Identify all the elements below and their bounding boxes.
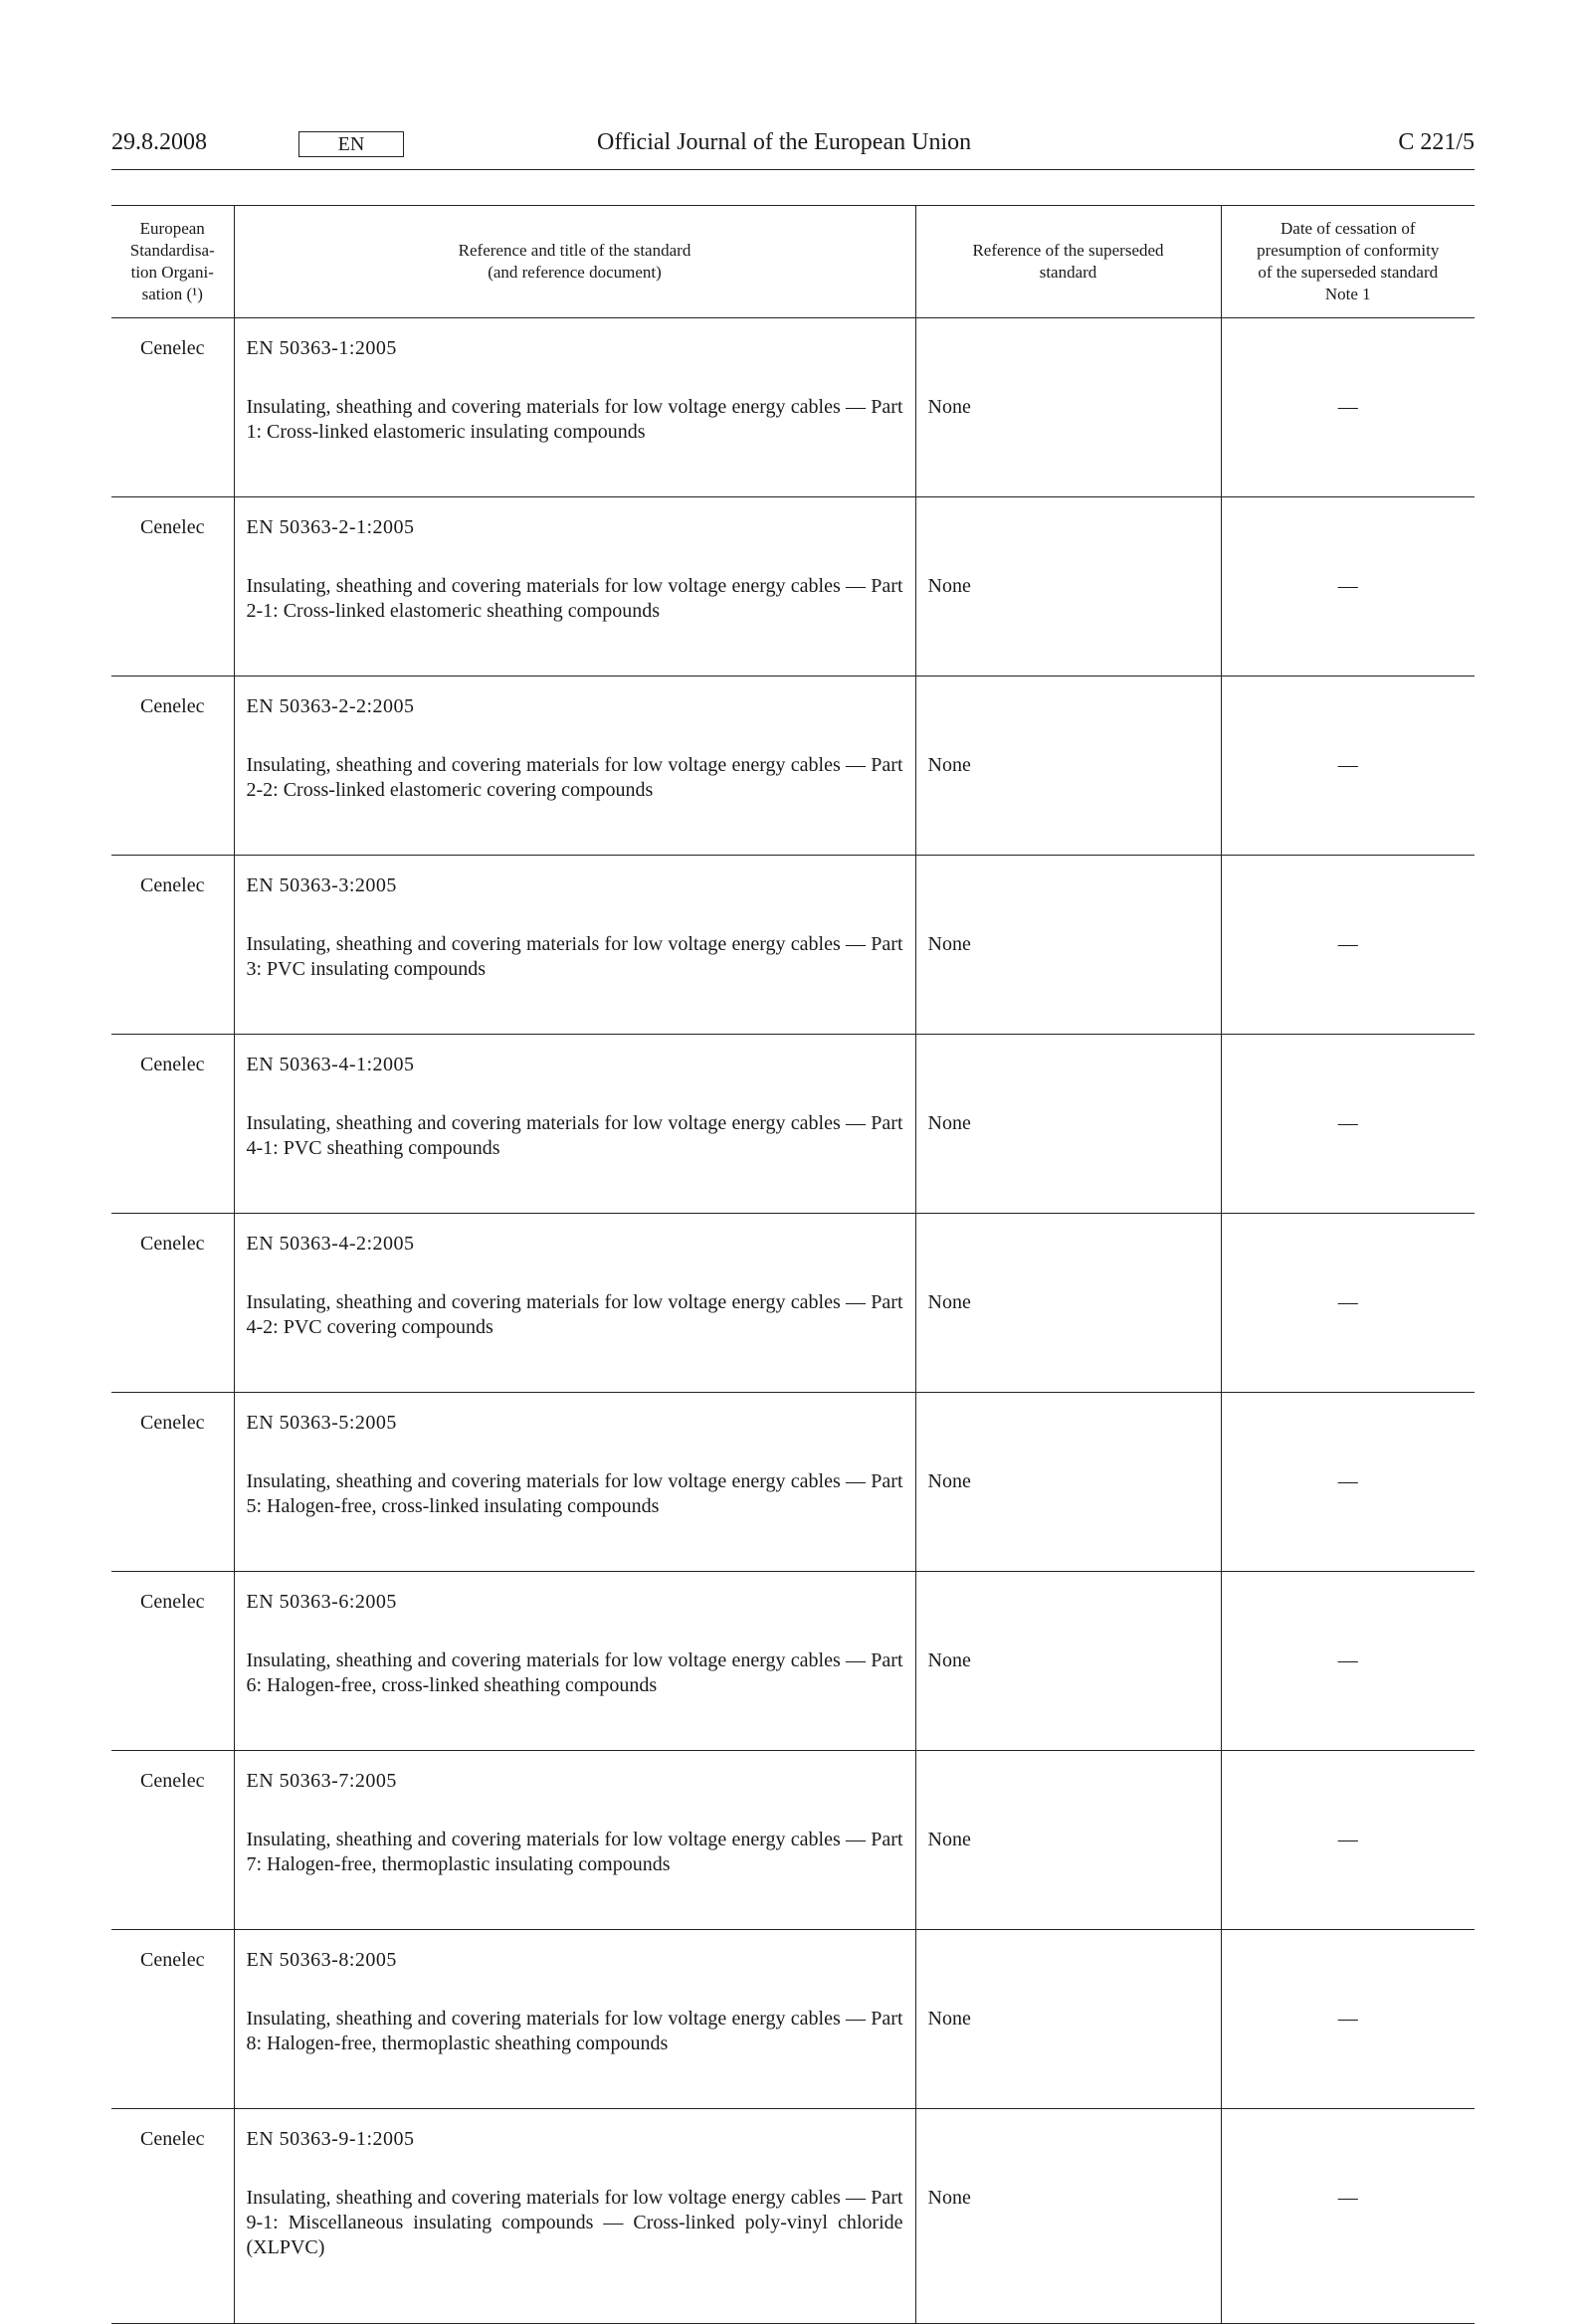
standard-reference: EN 50363-8:2005	[246, 1949, 397, 1971]
reference-cell	[234, 677, 915, 856]
standard-title: Insulating, sheathing and covering materials for low voltage energy cables — Part 8: Halogen-free, thermoplastic sheathing compounds	[246, 2008, 903, 2054]
reference-cell	[234, 1930, 915, 2109]
cessation-value: —	[1337, 1470, 1358, 1492]
standard-title: Insulating, sheathing and covering materials for low voltage energy cables — Part 2-2: Cross-linked elastomeric covering compounds	[246, 754, 903, 801]
standard-reference: EN 50363-3:2005	[246, 874, 397, 896]
cessation-cell	[1221, 677, 1475, 856]
organisation-cell: Cenelec	[111, 856, 234, 1035]
superseded-value: None	[927, 2008, 971, 2030]
superseded-cell	[915, 677, 1221, 856]
standard-title: Insulating, sheathing and covering materials for low voltage energy cables — Part 9-1: Miscellaneous insulating compounds — Cross-linked poly-vinyl chloride (XLPVC)	[246, 2187, 903, 2258]
superseded-cell	[915, 856, 1221, 1035]
standard-title: Insulating, sheathing and covering materials for low voltage energy cables — Part 3: PVC insulating compounds	[246, 933, 903, 980]
column-header-organisation: European Standardisa- tion Organi- sation (¹)	[111, 206, 234, 318]
cessation-cell	[1221, 2109, 1475, 2324]
cessation-cell	[1221, 318, 1475, 497]
standard-reference: EN 50363-2-2:2005	[246, 695, 415, 717]
superseded-value: None	[927, 933, 971, 955]
table-row	[111, 318, 1475, 497]
reference-cell	[234, 2109, 915, 2324]
standards-table	[111, 205, 1475, 2324]
superseded-value: None	[927, 1112, 971, 1134]
reference-cell	[234, 318, 915, 497]
standard-reference: EN 50363-1:2005	[246, 337, 397, 359]
table-row	[111, 1393, 1475, 1572]
reference-cell	[234, 1572, 915, 1751]
table-row	[111, 1930, 1475, 2109]
standard-reference: EN 50363-5:2005	[246, 1412, 397, 1434]
standard-title: Insulating, sheathing and covering materials for low voltage energy cables — Part 7: Halogen-free, thermoplastic insulating compounds	[246, 1829, 903, 1875]
cessation-cell	[1221, 1751, 1475, 1930]
standard-title: Insulating, sheathing and covering materials for low voltage energy cables — Part 4-1: PVC sheathing compounds	[246, 1112, 903, 1159]
superseded-value: None	[927, 754, 971, 776]
table-row	[111, 677, 1475, 856]
organisation-cell: Cenelec	[111, 1930, 234, 2109]
table-row	[111, 2109, 1475, 2324]
standard-reference: EN 50363-2-1:2005	[246, 516, 415, 538]
cessation-value: —	[1337, 575, 1358, 597]
superseded-cell	[915, 1751, 1221, 1930]
superseded-cell	[915, 1393, 1221, 1572]
table-header-row	[111, 206, 1475, 318]
organisation-cell: Cenelec	[111, 1035, 234, 1214]
superseded-cell	[915, 1214, 1221, 1393]
reference-cell	[234, 1035, 915, 1214]
organisation-cell: Cenelec	[111, 497, 234, 677]
standard-reference: EN 50363-7:2005	[246, 1770, 397, 1792]
superseded-value: None	[927, 396, 971, 418]
superseded-cell	[915, 1572, 1221, 1751]
cessation-cell	[1221, 1930, 1475, 2109]
superseded-cell	[915, 318, 1221, 497]
organisation-cell: Cenelec	[111, 1214, 234, 1393]
organisation-cell: Cenelec	[111, 1572, 234, 1751]
cessation-cell	[1221, 1214, 1475, 1393]
superseded-cell	[915, 2109, 1221, 2324]
cessation-cell	[1221, 1035, 1475, 1214]
superseded-cell	[915, 1035, 1221, 1214]
publication-date: 29.8.2008	[111, 129, 207, 155]
column-header-superseded: Reference of the superseded standard	[915, 206, 1221, 318]
column-header-reference: Reference and title of the standard (and reference document)	[234, 206, 915, 318]
reference-cell	[234, 497, 915, 677]
cessation-value: —	[1337, 2008, 1358, 2030]
cessation-value: —	[1337, 1649, 1358, 1671]
organisation-cell: Cenelec	[111, 2109, 234, 2324]
organisation-cell: Cenelec	[111, 1751, 234, 1930]
superseded-cell	[915, 497, 1221, 677]
standard-title: Insulating, sheathing and covering materials for low voltage energy cables — Part 1: Cross-linked elastomeric insulating compounds	[246, 396, 903, 443]
superseded-value: None	[927, 1829, 971, 1850]
cessation-value: —	[1337, 2187, 1358, 2209]
standard-title: Insulating, sheathing and covering materials for low voltage energy cables — Part 6: Halogen-free, cross-linked sheathing compounds	[246, 1649, 903, 1696]
cessation-value: —	[1337, 933, 1358, 955]
superseded-value: None	[927, 1649, 971, 1671]
table-row	[111, 497, 1475, 677]
organisation-cell: Cenelec	[111, 677, 234, 856]
superseded-value: None	[927, 1291, 971, 1313]
superseded-cell	[915, 1930, 1221, 2109]
table-row	[111, 1572, 1475, 1751]
standard-reference: EN 50363-4-2:2005	[246, 1233, 415, 1255]
page-reference: C 221/5	[1398, 129, 1475, 155]
standard-title: Insulating, sheathing and covering materials for low voltage energy cables — Part 5: Halogen-free, cross-linked insulating compounds	[246, 1470, 903, 1517]
cessation-value: —	[1337, 396, 1358, 418]
superseded-value: None	[927, 1470, 971, 1492]
reference-cell	[234, 1393, 915, 1572]
organisation-cell: Cenelec	[111, 1393, 234, 1572]
cessation-value: —	[1337, 754, 1358, 776]
reference-cell	[234, 1214, 915, 1393]
cessation-cell	[1221, 1572, 1475, 1751]
cessation-value: —	[1337, 1291, 1358, 1313]
cessation-cell	[1221, 856, 1475, 1035]
column-header-cessation: Date of cessation of presumption of conformity of the superseded standard Note 1	[1221, 206, 1475, 318]
cessation-value: —	[1337, 1829, 1358, 1850]
table-row	[111, 856, 1475, 1035]
table-row	[111, 1035, 1475, 1214]
table-row	[111, 1214, 1475, 1393]
cessation-cell	[1221, 497, 1475, 677]
standard-title: Insulating, sheathing and covering materials for low voltage energy cables — Part 4-2: PVC covering compounds	[246, 1291, 903, 1338]
reference-cell	[234, 856, 915, 1035]
cessation-value: —	[1337, 1112, 1358, 1134]
standard-reference: EN 50363-6:2005	[246, 1591, 397, 1613]
superseded-value: None	[927, 575, 971, 597]
standard-title: Insulating, sheathing and covering materials for low voltage energy cables — Part 2-1: Cross-linked elastomeric sheathing compounds	[246, 575, 903, 622]
language-badge: EN	[298, 131, 404, 157]
standard-reference: EN 50363-4-1:2005	[246, 1054, 415, 1075]
page-header	[111, 125, 1475, 170]
reference-cell	[234, 1751, 915, 1930]
table-row	[111, 1751, 1475, 1930]
cessation-cell	[1221, 1393, 1475, 1572]
superseded-value: None	[927, 2187, 971, 2209]
journal-title: Official Journal of the European Union	[597, 129, 972, 155]
standard-reference: EN 50363-9-1:2005	[246, 2128, 415, 2150]
organisation-cell: Cenelec	[111, 318, 234, 497]
